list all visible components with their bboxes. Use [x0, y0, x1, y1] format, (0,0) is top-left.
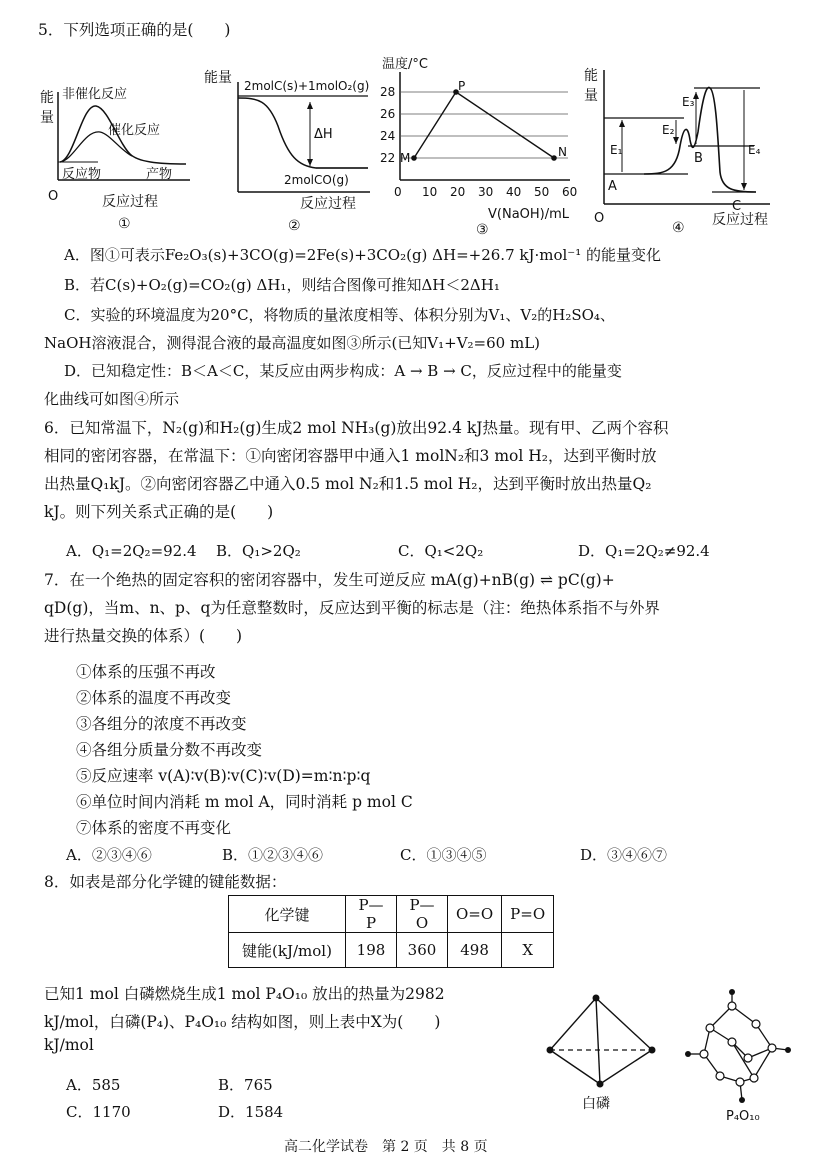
fig3-number: ③: [476, 222, 489, 238]
q6-stem-line2: 相同的密闭容器，在常温下：①向密闭容器甲中通入1 molN₂和3 mol H₂，达到平衡时放: [44, 447, 657, 465]
figure-3-temperature-chart: [376, 56, 582, 238]
fig3-y-tick-label: 22: [380, 151, 396, 165]
fig3-series-line: [414, 92, 554, 158]
fig1-catalyzed-label: 催化反应: [108, 123, 161, 138]
fig2-ylabel: 能量: [204, 70, 232, 86]
fig2-xlabel: 反应过程: [300, 196, 356, 212]
table-cell: 360: [397, 933, 448, 968]
p4o10-structure: [674, 984, 800, 1126]
q8-stem: 8．如表是部分化学键的键能数据：: [44, 873, 287, 891]
p4o10-label: P₄O₁₀: [726, 1109, 760, 1124]
fig4-e3-label: E₃: [682, 95, 695, 109]
q5-option-c-line2: NaOH溶液混合，测得混合液的最高温度如图③所示(已知V₁+V₂=60 mL): [44, 334, 541, 352]
figure-1-energy-diagram: [38, 84, 198, 234]
q7-option-b[interactable]: B．①②③④⑥: [222, 846, 324, 864]
table-header-cell: P—O: [397, 896, 448, 933]
fig4-origin: O: [594, 211, 605, 226]
q7-stem-line2: qD(g)，当m、n、p、q为任意整数时，反应达到平衡的标志是（注：绝热体系指不与外界: [44, 599, 660, 617]
table-header-cell: P=O: [502, 896, 554, 933]
table-cell: 498: [448, 933, 502, 968]
q7-statement-6: ⑥单位时间内消耗 m mol A，同时消耗 p mol C: [76, 793, 413, 811]
fig4-number: ④: [672, 220, 685, 236]
fig1-reactant-label: 反应物: [62, 167, 102, 182]
q7-option-c[interactable]: C．①③④⑤: [400, 846, 487, 864]
q7-stem-line3: 进行热量交换的体系）( ): [44, 627, 243, 645]
table-header-cell: 化学键: [229, 896, 346, 933]
fig3-y-tick-label: 24: [380, 129, 396, 143]
fig3-data-point: [411, 155, 417, 161]
q7-option-a[interactable]: A．②③④⑥: [66, 846, 152, 864]
q6-option-c[interactable]: C．Q₁<2Q₂: [398, 542, 484, 560]
q7-statement-1: ①体系的压强不再改: [76, 663, 216, 681]
fig1-product-label: 产物: [146, 167, 173, 182]
white-phosphorus-label: 白磷: [582, 1096, 610, 1112]
fig1-xlabel: 反应过程: [102, 194, 158, 210]
fig3-point-label: M: [400, 151, 411, 165]
fig3-y-tick-label: 26: [380, 107, 396, 121]
fig1-origin: O: [48, 189, 59, 204]
fig3-point-label: P: [458, 79, 466, 93]
fig2-top-label: 2molC(s)+1molO₂(g): [244, 79, 370, 93]
fig3-x-tick-label: 10: [422, 185, 438, 199]
table-cell: 198: [346, 933, 397, 968]
figure-2-energy-diagram: [204, 68, 376, 238]
page-footer: 高二化学试卷 第 2 页 共 8 页: [284, 1139, 488, 1155]
fig3-x-tick-label: 50: [534, 185, 550, 199]
fig3-point-label: N: [558, 145, 567, 159]
fig4-a-label: A: [608, 179, 617, 194]
q5-option-d-line2: 化曲线可如图④所示: [44, 390, 180, 408]
q6-option-d[interactable]: D．Q₁=2Q₂≠92.4: [578, 542, 710, 560]
q6-stem-line4: kJ。则下列关系式正确的是( ): [44, 503, 274, 521]
fig3-x-tick-label: 60: [562, 185, 578, 199]
q8-option-d[interactable]: D．1584: [218, 1103, 284, 1121]
fig2-bottom-label: 2molCO(g): [284, 173, 349, 187]
q5-option-d-line1[interactable]: D．已知稳定性：B＜A＜C，某反应由两步构成：A → B → C，反应过程中的能量变: [64, 362, 622, 380]
table-row: [229, 933, 554, 968]
fig4-b-label: B: [694, 151, 703, 166]
fig1-ylabel-1: 能: [40, 90, 54, 106]
fig1-number: ①: [118, 216, 131, 232]
q8-option-c[interactable]: C．1170: [66, 1103, 131, 1121]
q5-option-a[interactable]: A．图①可表示Fe₂O₃(s)+3CO(g)=2Fe(s)+3CO₂(g) ΔH=+26.7 kJ·mol⁻¹ 的能量变化: [64, 246, 662, 264]
fig3-gridlines: [400, 92, 568, 158]
q7-statement-2: ②体系的温度不再改变: [76, 689, 232, 707]
bond-energy-table: [228, 895, 554, 968]
q6-stem-line1: 6．已知常温下，N₂(g)和H₂(g)生成2 mol NH₃(g)放出92.4 kJ热量。现有甲、乙两个容积: [44, 419, 669, 437]
table-cell: 键能(kJ/mol): [229, 933, 346, 968]
q7-stem-line1: 7．在一个绝热的固定容积的密闭容器中，发生可逆反应 mA(g)+nB(g) ⇌ pC(g)+: [44, 571, 615, 589]
fig4-e1-label: E₁: [610, 143, 623, 157]
q5-option-c-line1[interactable]: C．实验的环境温度为20°C，将物质的量浓度相等、体积分别为V₁、V₂的H₂SO₄、: [64, 306, 615, 324]
q8-text-line3: kJ/mol: [44, 1036, 94, 1054]
q8-text-line2: kJ/mol，白磷(P₄)、P₄O₁₀ 结构如图，则上表中X为( ): [44, 1013, 441, 1031]
fig4-c-label: C: [732, 199, 742, 214]
fig3-x-tick-label: 20: [450, 185, 466, 199]
q7-statement-7: ⑦体系的密度不再变化: [76, 819, 232, 837]
fig4-ylabel-1: 能: [584, 68, 598, 84]
q7-statement-5: ⑤反应速率 v(A)∶v(B)∶v(C)∶v(D)=m∶n∶p∶q: [76, 767, 371, 785]
q6-option-a[interactable]: A．Q₁=2Q₂=92.4: [66, 542, 197, 560]
fig4-e4-label: E₄: [748, 143, 761, 157]
fig4-e2-label: E₂: [662, 123, 675, 137]
fig4-ylabel-2: 量: [584, 88, 598, 104]
fig1-uncatalyzed-label: 非催化反应: [62, 87, 128, 102]
fig1-ylabel-2: 量: [40, 110, 54, 126]
q6-option-b[interactable]: B．Q₁>2Q₂: [216, 542, 301, 560]
white-phosphorus-structure: [540, 988, 670, 1116]
fig3-y-tick-label: 28: [380, 85, 396, 99]
fig3-x-tick-label: 30: [478, 185, 494, 199]
table-header-row: [229, 896, 554, 933]
fig2-dh-label: ΔH: [314, 127, 333, 142]
q7-statement-4: ④各组分质量分数不再改变: [76, 741, 263, 759]
fig3-xlabel: V(NaOH)/mL: [488, 207, 570, 222]
fig4-xlabel: 反应过程: [712, 212, 768, 228]
q5-option-b[interactable]: B．若C(s)+O₂(g)=CO₂(g) ΔH₁，则结合图像可推知ΔH＜2ΔH₁: [64, 276, 500, 294]
q7-statement-3: ③各组分的浓度不再改变: [76, 715, 247, 733]
fig3-ylabel: 温度/°C: [382, 57, 428, 72]
q5-stem: 5．下列选项正确的是( ): [38, 21, 231, 39]
figure-4-energy-diagram: [584, 62, 780, 236]
q7-option-d[interactable]: D．③④⑥⑦: [580, 846, 668, 864]
table-header-cell: O=O: [448, 896, 502, 933]
table-header-cell: P—P: [346, 896, 397, 933]
q6-stem-line3: 出热量Q₁kJ。②向密闭容器乙中通入0.5 mol N₂和1.5 mol H₂，达到平衡时放出热量Q₂: [44, 475, 652, 493]
fig2-number: ②: [288, 218, 301, 234]
fig3-x-tick-label: 40: [506, 185, 522, 199]
table-cell: X: [502, 933, 554, 968]
fig3-data-point: [551, 155, 557, 161]
q8-option-b[interactable]: B．765: [218, 1076, 273, 1094]
fig3-x-tick-label: 0: [394, 185, 402, 199]
q8-option-a[interactable]: A．585: [66, 1076, 121, 1094]
q8-text-line1: 已知1 mol 白磷燃烧生成1 mol P₄O₁₀ 放出的热量为2982: [44, 985, 445, 1003]
